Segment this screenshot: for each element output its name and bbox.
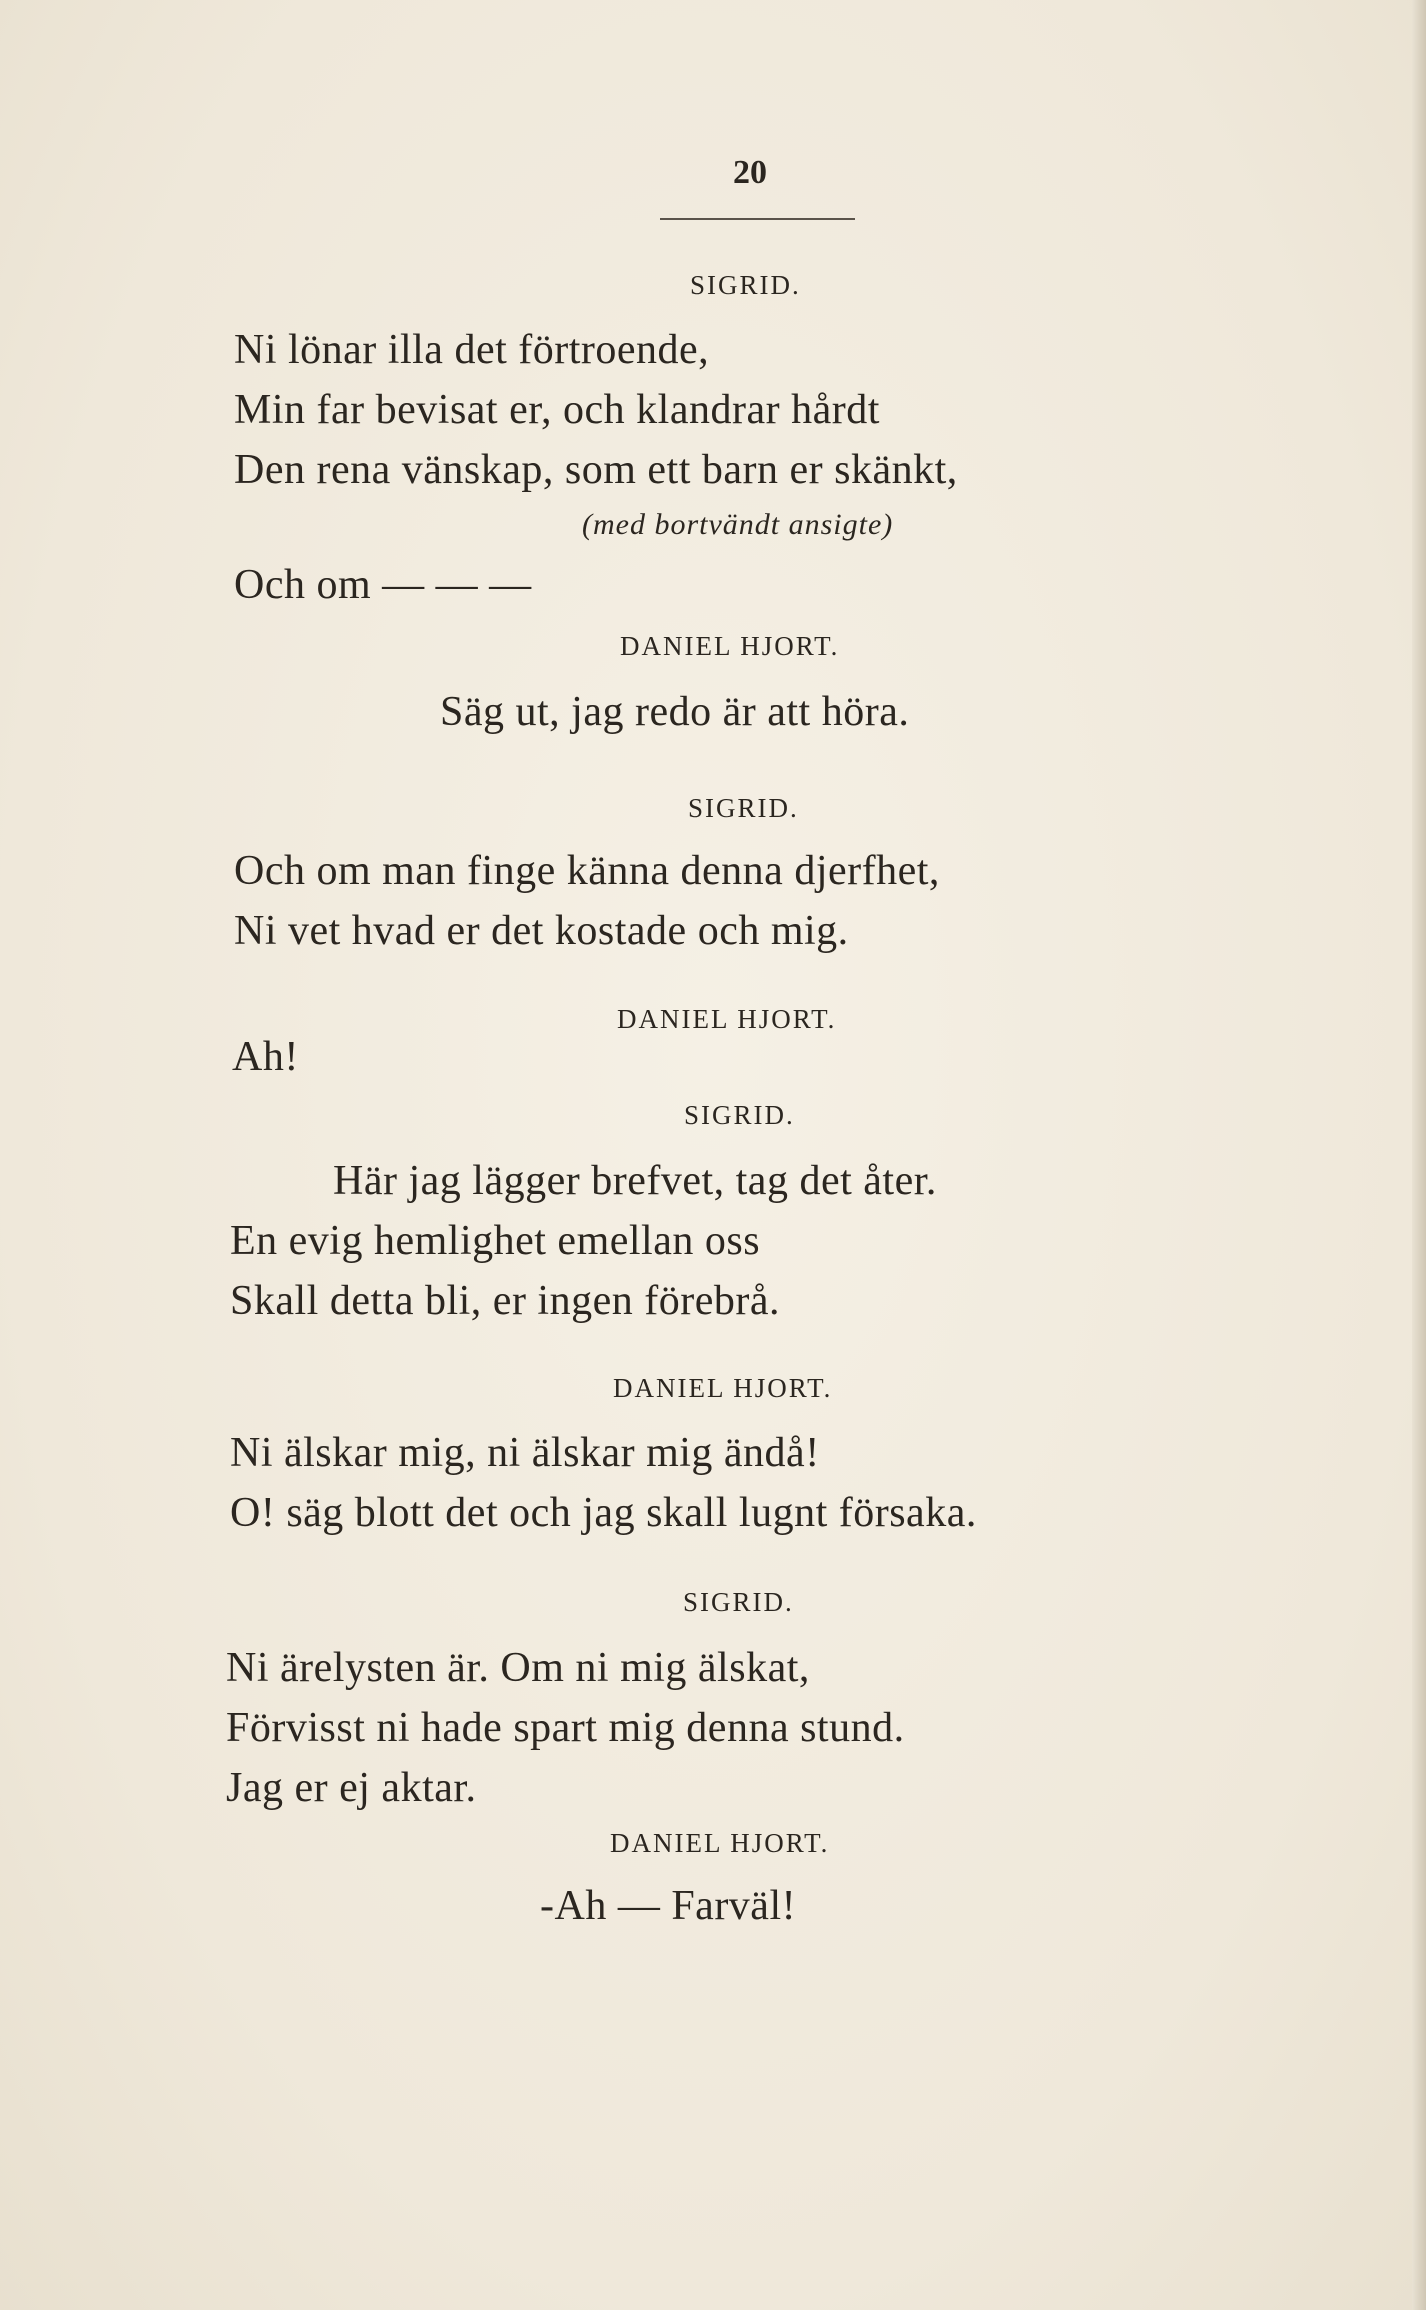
header-rule xyxy=(660,218,855,220)
verse-line: Den rena vänskap, som ett barn er skänkt, xyxy=(234,447,958,493)
speaker-daniel-hjort: DANIEL HJORT. xyxy=(613,1373,833,1403)
speaker-daniel-hjort: DANIEL HJORT. xyxy=(617,1004,837,1034)
verse-line: Ni lönar illa det förtroende, xyxy=(234,327,710,373)
verse-line: Och om man finge känna denna djerfhet, xyxy=(234,848,940,894)
verse-line: Här jag lägger brefvet, tag det åter. xyxy=(333,1158,937,1204)
verse-line: En evig hemlighet emellan oss xyxy=(230,1218,761,1264)
page-number: 20 xyxy=(733,154,767,191)
stage-direction: (med bortvändt ansigte) xyxy=(582,508,894,541)
verse-line: Jag er ej aktar. xyxy=(226,1765,477,1811)
verse-line: Skall detta bli, er ingen förebrå. xyxy=(230,1278,780,1324)
speaker-sigrid: SIGRID. xyxy=(690,270,801,300)
verse-line: Ah! xyxy=(232,1034,299,1080)
verse-line: Ni ärelysten är. Om ni mig älskat, xyxy=(226,1645,810,1691)
speaker-daniel-hjort: DANIEL HJORT. xyxy=(620,631,840,661)
verse-line: Ni älskar mig, ni älskar mig ändå! xyxy=(230,1430,820,1476)
speaker-sigrid: SIGRID. xyxy=(684,1100,795,1130)
verse-line: Förvisst ni hade spart mig denna stund. xyxy=(226,1705,905,1751)
verse-line: O! säg blott det och jag skall lugnt försaka. xyxy=(230,1490,977,1536)
speaker-sigrid: SIGRID. xyxy=(683,1587,794,1617)
verse-line: Ni vet hvad er det kostade och mig. xyxy=(234,908,849,954)
verse-line: Min far bevisat er, och klandrar hårdt xyxy=(234,387,880,433)
verse-line: Och om — — — xyxy=(234,562,532,608)
speaker-sigrid: SIGRID. xyxy=(688,793,799,823)
page-edge xyxy=(1412,0,1426,2310)
verse-line: Säg ut, jag redo är att höra. xyxy=(440,689,910,735)
speaker-daniel-hjort: DANIEL HJORT. xyxy=(610,1828,830,1858)
verse-line: -Ah — Farväl! xyxy=(540,1883,797,1929)
